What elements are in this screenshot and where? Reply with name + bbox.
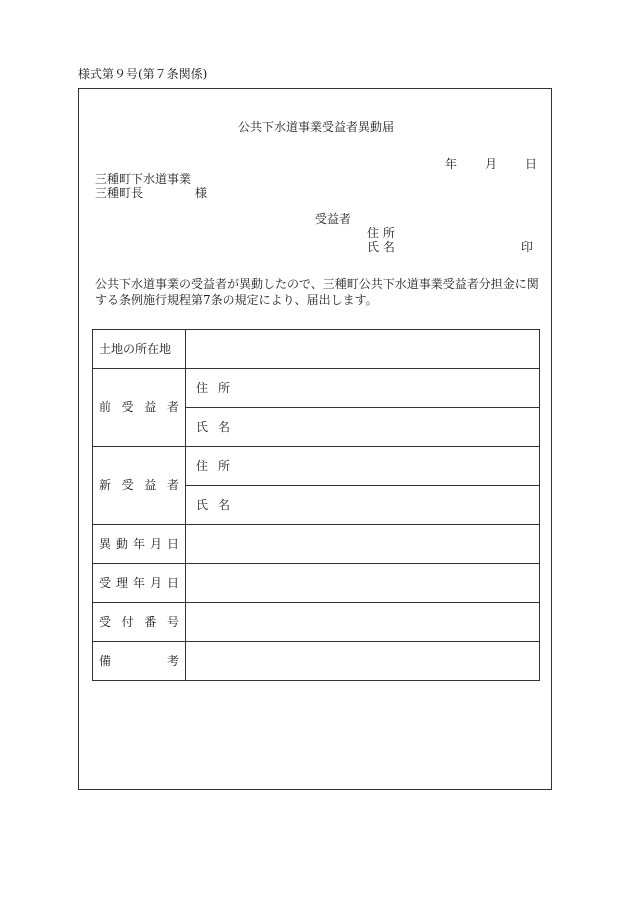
receipt-date-field[interactable] <box>186 564 540 603</box>
new-address-field[interactable] <box>186 447 540 486</box>
recipient-mayor <box>95 185 207 201</box>
new-address-label: 住 所 <box>196 458 230 473</box>
previous-address-label: 住 所 <box>196 380 230 395</box>
form-frame <box>78 88 552 790</box>
remarks-field[interactable] <box>186 642 540 681</box>
applicant-name-label: 氏 名 <box>367 240 395 254</box>
new-name-label: 氏 名 <box>196 497 230 512</box>
remarks-header <box>93 642 186 681</box>
date-line <box>445 156 537 172</box>
table-row <box>93 330 540 369</box>
recipient-org: 三種町下水道事業 <box>95 172 192 186</box>
applicant-seal-mark: 印 <box>520 240 533 254</box>
receipt-date-header <box>93 564 186 603</box>
date-day-label: 日 <box>524 157 537 171</box>
remarks-label: 備 考 <box>99 653 179 668</box>
table-row <box>93 369 540 408</box>
receipt-number-label: 受 付 番 号 <box>99 614 179 629</box>
date-month-label: 月 <box>484 157 497 171</box>
receipt-date-label: 受 理 年 月 日 <box>99 575 179 590</box>
table-row <box>93 447 540 486</box>
applicant-label: 受益者 <box>315 212 352 226</box>
previous-beneficiary-label: 前 受 益 者 <box>99 400 179 415</box>
previous-beneficiary-header <box>93 369 186 447</box>
receipt-number-field[interactable] <box>186 603 540 642</box>
table-row <box>93 603 540 642</box>
previous-name-field[interactable] <box>186 408 540 447</box>
new-beneficiary-label: 新 受 益 者 <box>99 478 179 493</box>
table-row <box>93 525 540 564</box>
notification-body: 公共下水道事業の受益者が異動したので、三種町公共下水道事業受益者分担金に関する条例施行規程第7条の規定により、届出します。 <box>95 277 539 307</box>
previous-address-field[interactable] <box>186 369 540 408</box>
recipient-title: 三種町長 <box>95 186 144 200</box>
new-name-field[interactable] <box>186 486 540 525</box>
recipient-honorific: 様 <box>195 186 208 200</box>
land-location-field[interactable] <box>186 330 540 369</box>
applicant-address-label: 住 所 <box>367 226 395 240</box>
change-date-header <box>93 525 186 564</box>
notification-table <box>92 329 540 681</box>
form-title: 公共下水道事業受益者異動届 <box>237 120 394 134</box>
date-year-label: 年 <box>444 157 457 171</box>
previous-name-label: 氏 名 <box>196 419 230 434</box>
table-row <box>93 564 540 603</box>
land-location-label: 土地の所在地 <box>99 341 172 356</box>
receipt-number-header <box>93 603 186 642</box>
table-row <box>93 642 540 681</box>
form-number-label: 様式第９号(第７条関係) <box>78 67 208 81</box>
change-date-label: 異 動 年 月 日 <box>99 536 179 551</box>
change-date-field[interactable] <box>186 525 540 564</box>
land-location-header <box>93 330 186 369</box>
new-beneficiary-header <box>93 447 186 525</box>
